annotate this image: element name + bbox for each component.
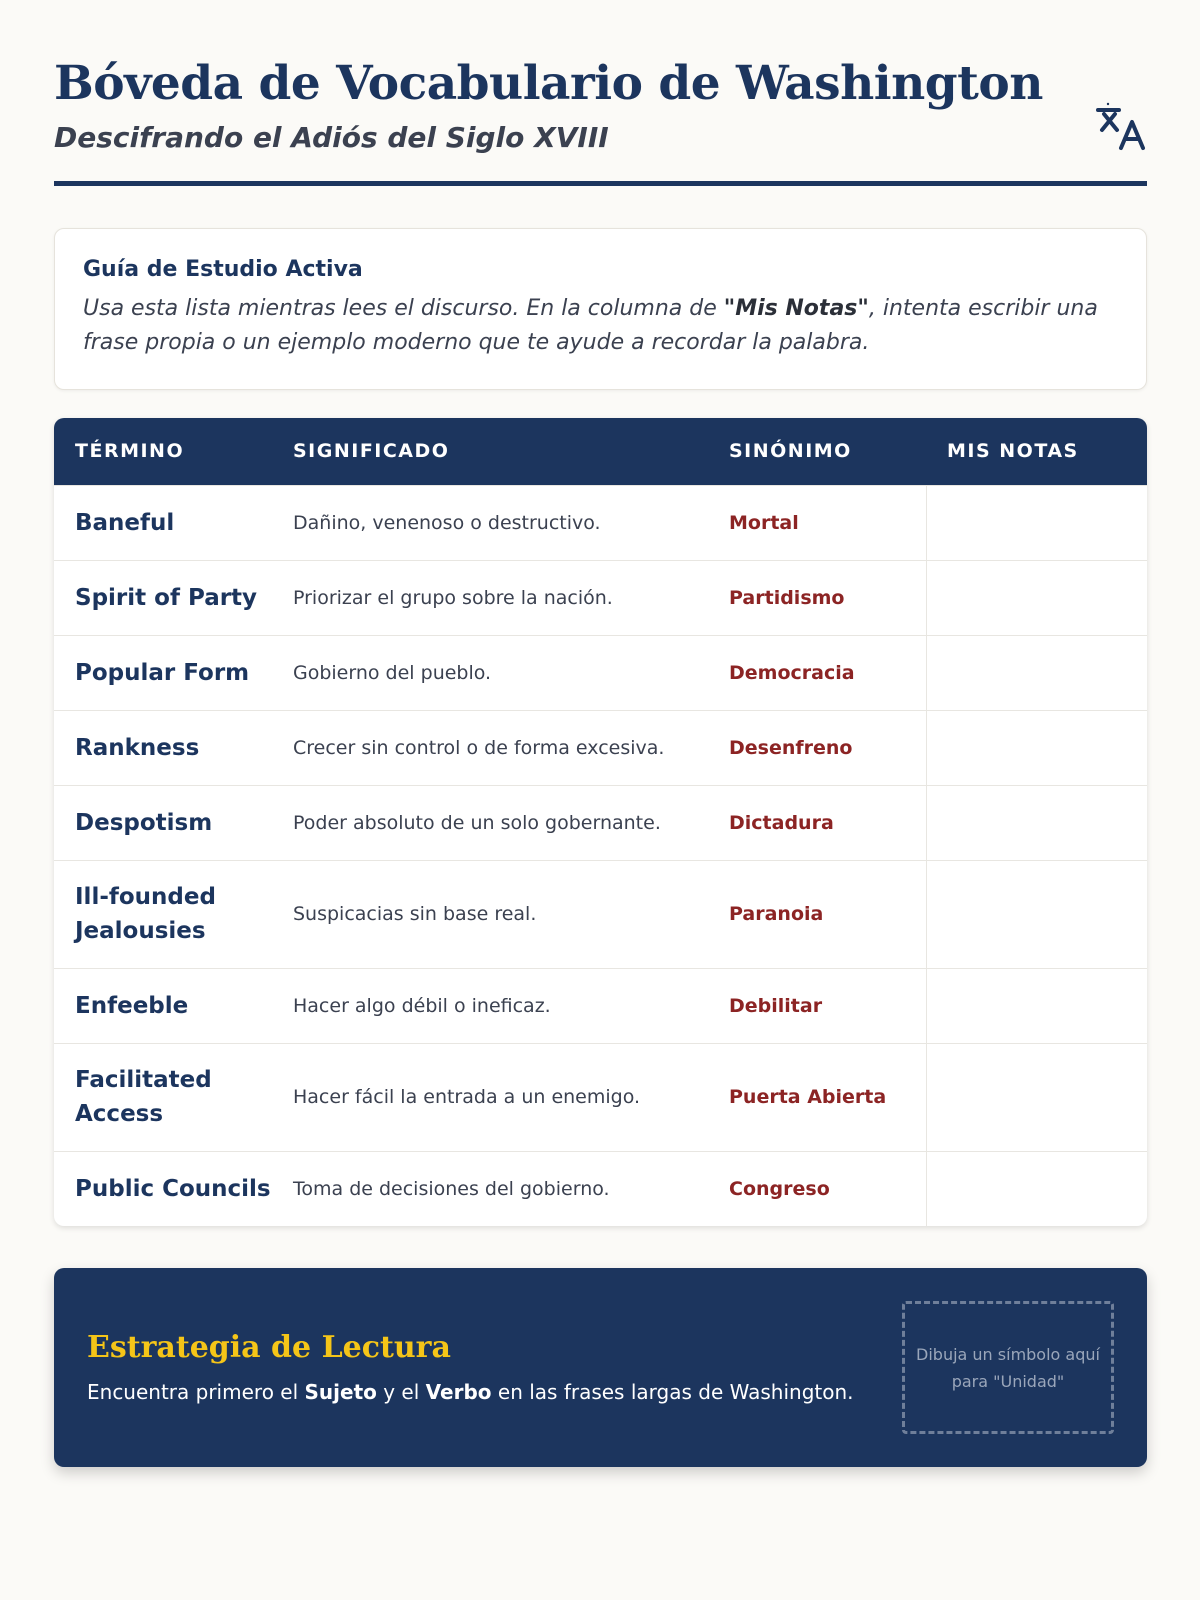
synonym-cell: Congreso	[708, 1151, 926, 1226]
term-cell: Rankness	[54, 710, 272, 785]
strategy-text: Encuentra primero el Sujeto y el Verbo en las frases largas de Washington.	[87, 1380, 854, 1404]
notes-cell[interactable]	[926, 710, 1147, 785]
header-notes: MIS NOTAS	[947, 440, 1079, 463]
notes-cell[interactable]	[926, 635, 1147, 710]
reading-strategy-box	[54, 1268, 1147, 1467]
study-guide-text: Usa esta lista mientras lees el discurso. En la columna de "Mis Notas", intenta escribir una frase propia o un ejemplo moderno que te ayude a recordar la palabra.	[83, 296, 1098, 355]
page-header	[54, 0, 1147, 186]
notes-cell[interactable]	[926, 968, 1147, 1043]
synonym-cell: Puerta Abierta	[708, 1043, 926, 1151]
term-cell: Spirit of Party	[54, 560, 272, 635]
study-guide-title: Guía de Estudio Activa	[83, 257, 363, 282]
table-row	[54, 1043, 1147, 1151]
term-cell: Facilitated Access	[54, 1043, 272, 1151]
drawing-area-hint: Dibuja un símbolo aquí para "Unidad"	[916, 1344, 1100, 1391]
page-subtitle: Descifrando el Adiós del Siglo XVIII	[54, 121, 609, 154]
meaning-cell: Crecer sin control o de forma excesiva.	[272, 710, 708, 785]
synonym-cell: Paranoia	[708, 860, 926, 968]
term-cell: Public Councils	[54, 1151, 272, 1226]
notes-cell[interactable]	[926, 485, 1147, 560]
table-header-row	[54, 418, 1147, 485]
header-meaning: SIGNIFICADO	[293, 440, 450, 463]
meaning-cell: Priorizar el grupo sobre la nación.	[272, 560, 708, 635]
vocabulary-table	[54, 418, 1147, 1226]
meaning-cell: Toma de decisiones del gobierno.	[272, 1151, 708, 1226]
notes-cell[interactable]	[926, 1151, 1147, 1226]
meaning-cell: Gobierno del pueblo.	[272, 635, 708, 710]
term-cell: Enfeeble	[54, 968, 272, 1043]
table-row	[54, 860, 1147, 968]
synonym-cell: Mortal	[708, 485, 926, 560]
meaning-cell: Hacer fácil la entrada a un enemigo.	[272, 1043, 708, 1151]
page-title: Bóveda de Vocabulario de Washington	[54, 56, 1043, 111]
term-cell: Popular Form	[54, 635, 272, 710]
strategy-title: Estrategia de Lectura	[87, 1330, 451, 1365]
meaning-cell: Hacer algo débil o ineficaz.	[272, 968, 708, 1043]
table-row	[54, 1151, 1147, 1226]
meaning-cell: Suspicacias sin base real.	[272, 860, 708, 968]
vocabulary-page	[54, 0, 1147, 1404]
term-cell: Baneful	[54, 485, 272, 560]
synonym-cell: Dictadura	[708, 785, 926, 860]
header-synonym: SINÓNIMO	[729, 440, 852, 463]
notes-cell[interactable]	[926, 860, 1147, 968]
table-row	[54, 635, 1147, 710]
meaning-cell: Dañino, venenoso o destructivo.	[272, 485, 708, 560]
table-row	[54, 560, 1147, 635]
symbol-drawing-area[interactable]	[902, 1301, 1114, 1434]
notes-cell[interactable]	[926, 560, 1147, 635]
header-term: TÉRMINO	[75, 440, 185, 463]
synonym-cell: Democracia	[708, 635, 926, 710]
notes-cell[interactable]	[926, 1043, 1147, 1151]
table-row	[54, 710, 1147, 785]
term-cell: Ill-founded Jealousies	[54, 860, 272, 968]
synonym-cell: Desenfreno	[708, 710, 926, 785]
meaning-cell: Poder absoluto de un solo gobernante.	[272, 785, 708, 860]
table-row	[54, 968, 1147, 1043]
study-guide-box	[54, 228, 1147, 390]
table-row	[54, 785, 1147, 860]
notes-cell[interactable]	[926, 785, 1147, 860]
synonym-cell: Debilitar	[708, 968, 926, 1043]
table-row	[54, 485, 1147, 560]
term-cell: Despotism	[54, 785, 272, 860]
translate-icon	[1095, 100, 1147, 152]
synonym-cell: Partidismo	[708, 560, 926, 635]
